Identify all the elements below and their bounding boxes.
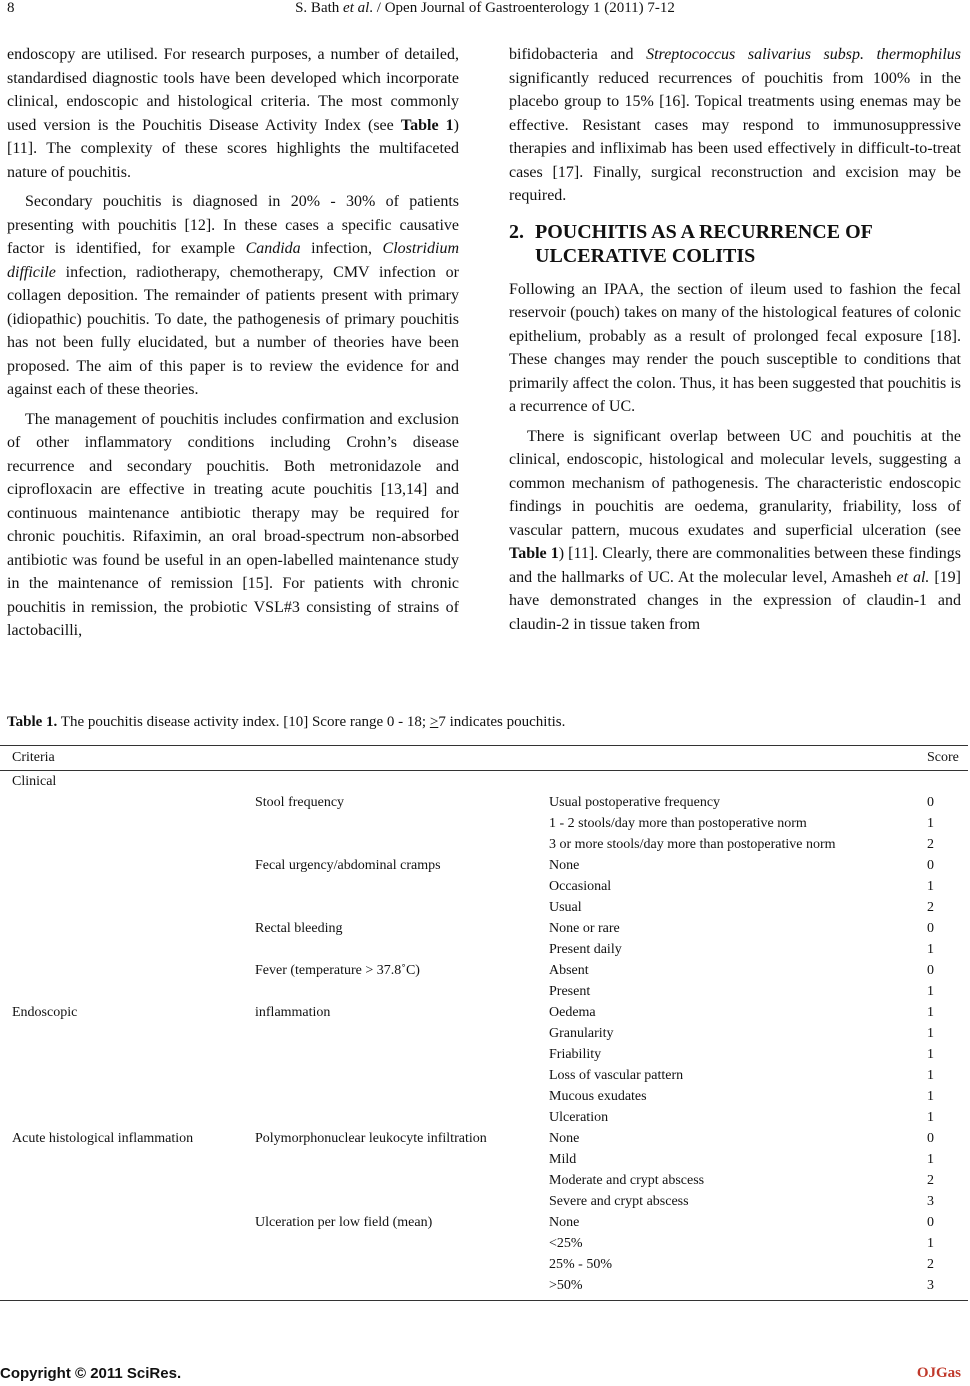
table-cell: 1 <box>927 816 934 831</box>
copyright-notice: Copyright © 2011 SciRes. <box>0 1365 182 1382</box>
table-row <box>0 855 968 876</box>
table-cell: 2 <box>927 900 934 915</box>
table-cell: 1 <box>927 1110 934 1125</box>
table-row <box>0 792 968 813</box>
table-cell <box>255 1170 549 1191</box>
page-number: 8 <box>7 0 15 16</box>
table-row <box>0 981 968 1002</box>
table-cell: 1 <box>927 1236 934 1251</box>
table-cell <box>0 960 255 981</box>
table-cell: Moderate and crypt abscess <box>549 1173 705 1188</box>
table-cell: <25% <box>549 1236 583 1251</box>
table-cell <box>0 813 255 834</box>
table-cell <box>927 771 968 793</box>
table-row <box>0 939 968 960</box>
table-cell: inflammation <box>255 1005 331 1020</box>
table-cell: 3 <box>927 1194 934 1209</box>
table-cell <box>0 1149 255 1170</box>
table-cell: 1 <box>927 1026 934 1041</box>
table-cell: Mucous exudates <box>549 1089 647 1104</box>
table-cell <box>255 771 549 793</box>
table-row <box>0 1086 968 1107</box>
table-cell: 2 <box>927 1173 934 1188</box>
table-cell <box>0 981 255 1002</box>
table-cell <box>255 1254 549 1275</box>
table-caption: Table 1. The pouchitis disease activity index. [10] Score range 0 - 18; >7 indicates pouchitis. <box>7 714 566 730</box>
table-cell <box>255 1191 549 1212</box>
column-header <box>549 746 927 771</box>
table-cell: Severe and crypt abscess <box>549 1194 689 1209</box>
table-cell: None <box>549 1215 580 1230</box>
table-cell: None or rare <box>549 921 620 936</box>
table-cell: None <box>549 858 580 873</box>
table-cell <box>0 1170 255 1191</box>
table-cell: 3 or more stools/day more than postoperative norm <box>549 837 836 852</box>
table-cell: Present <box>549 984 591 999</box>
table-row <box>0 1107 968 1128</box>
table-cell: 1 <box>927 1047 934 1062</box>
table-cell: 3 <box>927 1278 934 1293</box>
paragraph: There is significant overlap between UC and pouchitis at the clinical, endoscopic, histological and molecular levels, suggesting a common mechanism of pathogenesis. The characteristic endoscopic findings in pouchitis are oedema, granularity, friability, loss of vascular pattern, mucous exudates and superficial ulceration (see Table 1) [11]. Clearly, there are commonalities between these findings and the hallmarks of UC. At the molecular level, Amasheh et al. [19] have demonstrated changes in the expression of claudin-1 and claudin-2 in tissue taken from <box>509 427 961 633</box>
table-cell: 0 <box>927 963 934 978</box>
table-cell: Clinical <box>12 774 57 789</box>
paragraph: The management of pouchitis includes confirmation and exclusion of other inflammatory conditions including Crohn’s disease recurrence and secondary pouchitis. Both metronidazole and ciprofloxacin are effective in treating acute pouchitis [13,14] and continuous maintenance antibiotic therapy may be required for chronic pouchitis. Rifaximin, an oral broad-spectrum non-absorbed antibiotic was found be useful in an open-labelled maintenance study in the maintenance of remission [15]. For patients with chronic pouchitis in remission, the probiotic VSL#3 consisting of strains of lactobacilli, <box>7 410 459 639</box>
table-cell: 25% - 50% <box>549 1257 612 1272</box>
table-cell <box>0 1212 255 1233</box>
paragraph: Following an IPAA, the section of ileum used to fashion the fecal reservoir (pouch) takes on many of the histological features of colonic epithelium, probably as a result of prolonged fecal exposure [18]. These changes may render the pouch susceptible to conditions that primarily affect the colon. Thus, it has been suggested that pouchitis is a recurrence of UC. <box>509 280 961 415</box>
table-cell: Acute histological inflammation <box>12 1131 194 1146</box>
table-row <box>0 1254 968 1275</box>
table-cell <box>255 1275 549 1301</box>
table-cell <box>0 1086 255 1107</box>
table-row <box>0 1002 968 1023</box>
table-row <box>0 1149 968 1170</box>
table-cell: Rectal bleeding <box>255 921 343 936</box>
table-cell <box>255 1086 549 1107</box>
column-header <box>255 746 549 771</box>
table-cell <box>255 1149 549 1170</box>
table-cell <box>255 876 549 897</box>
table-reference: Table 1 <box>509 545 559 562</box>
paragraph: endoscopy are utilised. For research purposes, a number of detailed, standardised diagnostic tools have been developed which incorporate clinical, endoscopic and histological criteria. The most commonly used version is the Pouchitis Disease Activity Index (see Table 1) [11]. The complexity of these scores highlights the multifaceted nature of pouchitis. <box>7 46 459 181</box>
column-header: Criteria <box>12 750 55 765</box>
table-cell: Mild <box>549 1152 577 1167</box>
paragraph: bifidobacteria and Streptococcus salivarius subsp. thermophilus significantly reduced recurrences of pouchitis from 100% in the placebo group to 15% [16]. Topical treatments using enemas may be effective. Resistant cases may respond to immunosuppressive therapies and infliximab has been used effectively in difficult-to-treat cases [17]. Finally, surgical reconstruction and excision may be required. <box>509 46 962 204</box>
table-row <box>0 1212 968 1233</box>
table-cell: Stool frequency <box>255 795 345 810</box>
table-row <box>0 1044 968 1065</box>
table-cell: 1 - 2 stools/day more than postoperative norm <box>549 816 807 831</box>
table-cell: 2 <box>927 837 934 852</box>
table-row <box>0 960 968 981</box>
table-cell <box>255 813 549 834</box>
pouchitis-activity-table <box>0 745 968 1301</box>
table-cell <box>255 981 549 1002</box>
table-row <box>0 1275 968 1301</box>
paragraph: Secondary pouchitis is diagnosed in 20% - 30% of patients presenting with pouchitis [12]. In these cases a specific causative factor is identified, for example Candida infection, Clostridium difficile infection, radiotherapy, chemotherapy, CMV infection or collagen deposition. The remainder of patients present with primary (idiopathic) pouchitis. To date, the pathogenesis of primary pouchitis has not been fully elucidated, but a number of theories have been proposed. The aim of this paper is to review the evidence for and against each of these theories. <box>7 193 459 398</box>
table-row <box>0 1191 968 1212</box>
table-row <box>0 1023 968 1044</box>
table-cell <box>0 897 255 918</box>
table-cell: Usual postoperative frequency <box>549 795 721 810</box>
table-cell <box>0 1107 255 1128</box>
table-row <box>0 1128 968 1149</box>
table-cell: Granularity <box>549 1026 614 1041</box>
table-cell <box>0 1275 255 1301</box>
journal-abbreviation: OJGas <box>916 1365 961 1381</box>
table-cell <box>0 876 255 897</box>
table-cell: Usual <box>549 900 582 915</box>
table-cell: 1 <box>927 879 934 894</box>
section-heading: 2. POUCHITIS AS A RECURRENCE OF ULCERATIVE COLITIS <box>509 220 873 267</box>
table-cell: Fever (temperature > 37.8˚C) <box>255 963 420 978</box>
table-cell: Occasional <box>549 879 612 894</box>
table-cell: Ulceration per low field (mean) <box>255 1215 433 1230</box>
table-row <box>0 1065 968 1086</box>
table-row <box>0 813 968 834</box>
table-cell: Ulceration <box>549 1110 609 1125</box>
table-cell <box>0 855 255 876</box>
column-header: Score <box>927 750 959 765</box>
table-cell: Oedema <box>549 1005 596 1020</box>
table-cell <box>255 1233 549 1254</box>
table-cell <box>0 1233 255 1254</box>
table-row <box>0 834 968 855</box>
table-cell <box>255 1023 549 1044</box>
table-cell: 0 <box>927 921 934 936</box>
table-cell: 2 <box>927 1257 934 1272</box>
table-cell: Polymorphonuclear leukocyte infiltration <box>255 1131 487 1146</box>
table-cell <box>255 1044 549 1065</box>
table-cell <box>0 1044 255 1065</box>
table-cell <box>255 1107 549 1128</box>
table-cell <box>255 1065 549 1086</box>
right-column <box>509 43 961 636</box>
table-cell <box>255 897 549 918</box>
table-row <box>0 876 968 897</box>
table-cell: 1 <box>927 1152 934 1167</box>
table-cell: 1 <box>927 1005 934 1020</box>
table-header-row <box>0 746 968 771</box>
table-cell <box>0 792 255 813</box>
table-cell: 0 <box>927 1215 934 1230</box>
running-head: S. Bath et al. / Open Journal of Gastroenterology 1 (2011) 7-12 <box>295 0 675 16</box>
table-cell <box>0 1191 255 1212</box>
table-row <box>0 1170 968 1191</box>
table-cell: Absent <box>549 963 589 978</box>
table-cell: >50% <box>549 1278 583 1293</box>
table-cell <box>0 918 255 939</box>
table-cell: 0 <box>927 795 934 810</box>
table-cell: None <box>549 1131 580 1146</box>
table-cell <box>255 939 549 960</box>
table-row <box>0 897 968 918</box>
table-cell <box>0 834 255 855</box>
table-cell <box>0 1254 255 1275</box>
table-cell <box>0 939 255 960</box>
table-reference: Table 1 <box>400 116 454 134</box>
table-cell: Present daily <box>549 942 622 957</box>
table-cell: 0 <box>927 858 934 873</box>
table-row <box>0 771 968 793</box>
table-cell: 0 <box>927 1131 934 1146</box>
table-cell: 1 <box>927 984 934 999</box>
table-cell <box>255 834 549 855</box>
left-column <box>7 43 459 643</box>
table-cell: Friability <box>549 1047 602 1062</box>
table-cell: 1 <box>927 1068 934 1083</box>
table-cell: 1 <box>927 1089 934 1104</box>
table-cell: Loss of vascular pattern <box>549 1068 684 1083</box>
table-cell: Fecal urgency/abdominal cramps <box>255 858 441 873</box>
page-header <box>0 0 970 24</box>
table-cell: 1 <box>927 942 934 957</box>
table-cell <box>0 1023 255 1044</box>
table-row <box>0 1233 968 1254</box>
table-cell: Endoscopic <box>12 1005 78 1020</box>
table-row <box>0 918 968 939</box>
table-cell <box>549 771 927 793</box>
table-cell <box>0 1065 255 1086</box>
